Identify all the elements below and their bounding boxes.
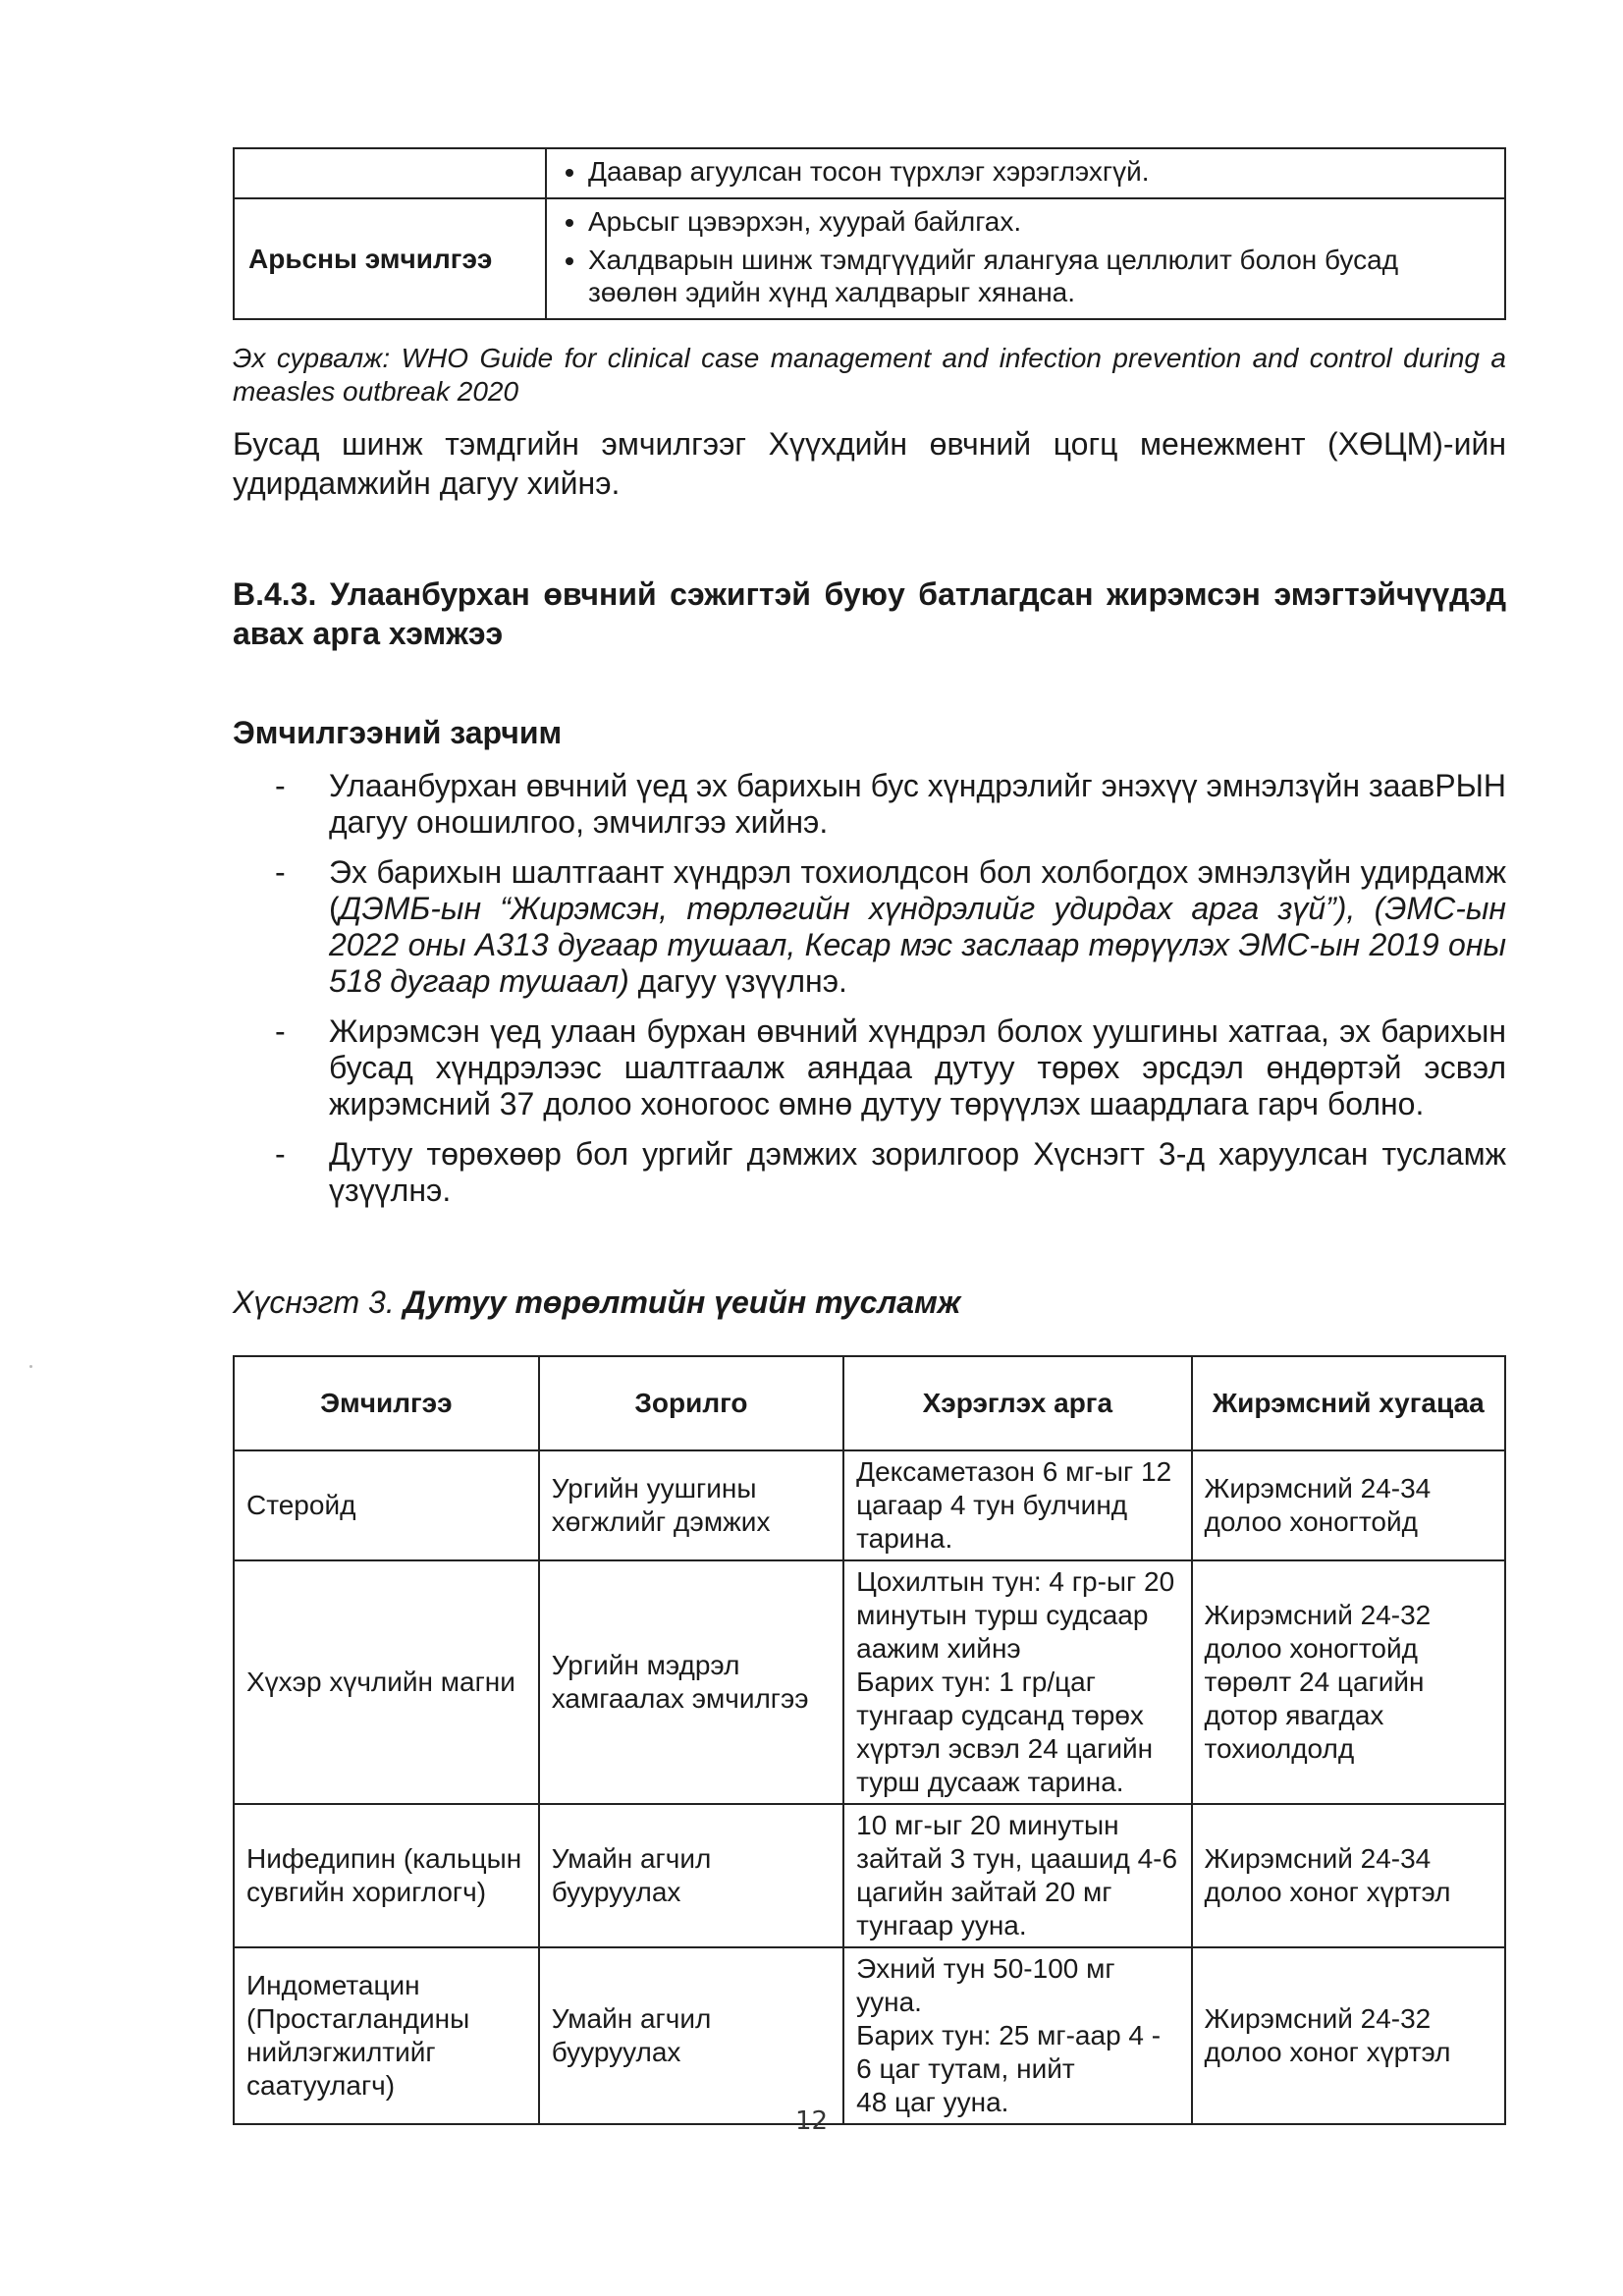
table-row (234, 1804, 1505, 1947)
column-header: Эмчилгээ (234, 1356, 539, 1450)
bullet-cell (546, 148, 1505, 198)
period-cell: Жирэмсний 24-34 долоо хоног хүртэл (1192, 1804, 1505, 1947)
preterm-care-table (233, 1355, 1506, 2125)
method-cell: Дексаметазон 6 мг-ыг 12 цагаар 4 тун булчинд тарина. (843, 1450, 1191, 1560)
principles-list (275, 768, 1506, 1223)
skin-treatment-table (233, 147, 1506, 320)
dash-marker: - (275, 854, 286, 890)
subheading: Эмчилгээний зарчим (233, 715, 563, 750)
list-item: • Халдварын шинж тэмдгүүдийг ялангуяа целлюлит болон бусад зөөлөн эдийн хүнд халдварыг хянана. (588, 244, 1490, 308)
list-item (275, 1013, 1506, 1122)
list-item (275, 768, 1506, 841)
goal-cell: Ургийн уушгины хөгжлийг дэмжих (539, 1450, 843, 1560)
table-row (234, 1947, 1505, 2124)
body-paragraph: Бусад шинж тэмдгийн эмчилгээг Хүүхдийн өвчний цогц менежмент (ХӨЦМ)-ийн удирдамжийн дагуу хийнэ. (233, 426, 1506, 501)
page-number: 12 (794, 2106, 829, 2136)
header-row (234, 1356, 1505, 1450)
goal-cell: Ургийн мэдрэл хамгаалах эмчилгээ (539, 1560, 843, 1804)
goal-cell: Умайн агчил бууруулах (539, 1804, 843, 1947)
period-cell: Жирэмсний 24-32 долоо хоногтойд төрөлт 24 цагийн дотор явагдах тохиолдолд (1192, 1560, 1505, 1804)
treatment-cell: Хүхэр хүчлийн магни (234, 1560, 539, 1804)
table-row (234, 148, 1505, 198)
column-header: Хэрэглэх арга (843, 1356, 1191, 1450)
item-text: Дутуу төрөхөөр бол ургийг дэмжих зорилгоор Хүснэгт 3-д харуулсан тусламж үзүүлнэ. (329, 1136, 1506, 1208)
table-row (234, 1560, 1505, 1804)
column-header: Жирэмсний хугацаа (1192, 1356, 1505, 1450)
scan-speck (29, 1365, 32, 1368)
item-text: Эх барихын шалтгаант хүндрэл тохиолдсон бол холбогдох эмнэлзүйн удирдамж ( (329, 854, 1506, 926)
item-text: дагуу үзүүлнэ. (628, 963, 847, 999)
row-label: Арьсны эмчилгээ (234, 198, 546, 319)
empty-label-cell (234, 148, 546, 198)
treatment-cell: Стеройд (234, 1450, 539, 1560)
table-row (234, 1450, 1505, 1560)
source-note: Эх сурвалж: WHO Guide for clinical case management and infection prevention and control during a measles outbreak 2020 (233, 343, 1506, 407)
caption-title: Дутуу төрөлтийн үеийн тусламж (403, 1285, 961, 1320)
list-item: • Даавар агуулсан тосон түрхлэг хэрэглэхгүй. (588, 155, 1490, 188)
table-row (234, 198, 1505, 319)
list-item: • Арьсыг цэвэрхэн, хуурай байлгах. (588, 205, 1490, 238)
column-header: Зорилго (539, 1356, 843, 1450)
list-item (275, 1136, 1506, 1209)
caption-prefix: Хүснэгт 3. (233, 1285, 395, 1320)
list-item (275, 854, 1506, 1000)
item-text: Жирэмсэн үед улаан бурхан өвчний хүндрэл болох уушгины хатгаа, эх барихын бусад хүндрэлээс шалтгаалж аяндаа дутуу төрөх эрсдэл өндөртэй эсвэл жирэмсний 37 долоо хоногоос өмнө дутуу төрүүлэх шаардлага гарч болно. (329, 1013, 1506, 1121)
goal-cell: Умайн агчил бууруулах (539, 1947, 843, 2124)
dash-marker: - (275, 1136, 286, 1172)
section-heading: B.4.3. Улаанбурхан өвчний сэжигтэй буюу батлагдсан жирэмсэн эмэгтэйчүүдэд авах арга хэмжээ (233, 576, 1506, 651)
period-cell: Жирэмсний 24-34 долоо хоногтойд (1192, 1450, 1505, 1560)
treatment-cell: Индометацин (Простагландины нийлэгжилтийг саатуулагч) (234, 1947, 539, 2124)
period-cell: Жирэмсний 24-32 долоо хоног хүртэл (1192, 1947, 1505, 2124)
dash-marker: - (275, 1013, 286, 1049)
bullet-cell (546, 198, 1505, 319)
method-cell: Цохилтын тун: 4 гр-ыг 20 минутын турш судсаар аажим хийнэ Барих тун: 1 гр/цаг тунгаар судсанд төрөх хүртэл эсвэл 24 цагийн турш дусааж тарина. (843, 1560, 1191, 1804)
table-caption (233, 1285, 960, 1321)
dash-marker: - (275, 768, 286, 803)
method-cell: 10 мг-ыг 20 минутын зайтай 3 тун, цаашид 4-6 цагийн зайтай 20 мг тунгаар ууна. (843, 1804, 1191, 1947)
item-text: Улаанбурхан өвчний үед эх барихын бус хүндрэлийг энэхүү эмнэлзүйн заавРЫН дагуу оношилгоо, эмчилгээ хийнэ. (329, 768, 1506, 840)
method-cell: Эхний тун 50-100 мг ууна. Барих тун: 25 мг-аар 4 - 6 цаг тутам, нийт 48 цаг ууна. (843, 1947, 1191, 2124)
treatment-cell: Нифедипин (кальцын сувгийн хориглогч) (234, 1804, 539, 1947)
item-italic-text: ДЭМБ-ын “Жирэмсэн, төрлөгийн хүндрэлийг удирдах арга зүй”), (ЭМС-ын 2022 оны А313 дугаар тушаал, Кесар мэс заслаар төрүүлэх ЭМС-ын 2019 оны 518 дугаар тушаал) (329, 891, 1506, 999)
